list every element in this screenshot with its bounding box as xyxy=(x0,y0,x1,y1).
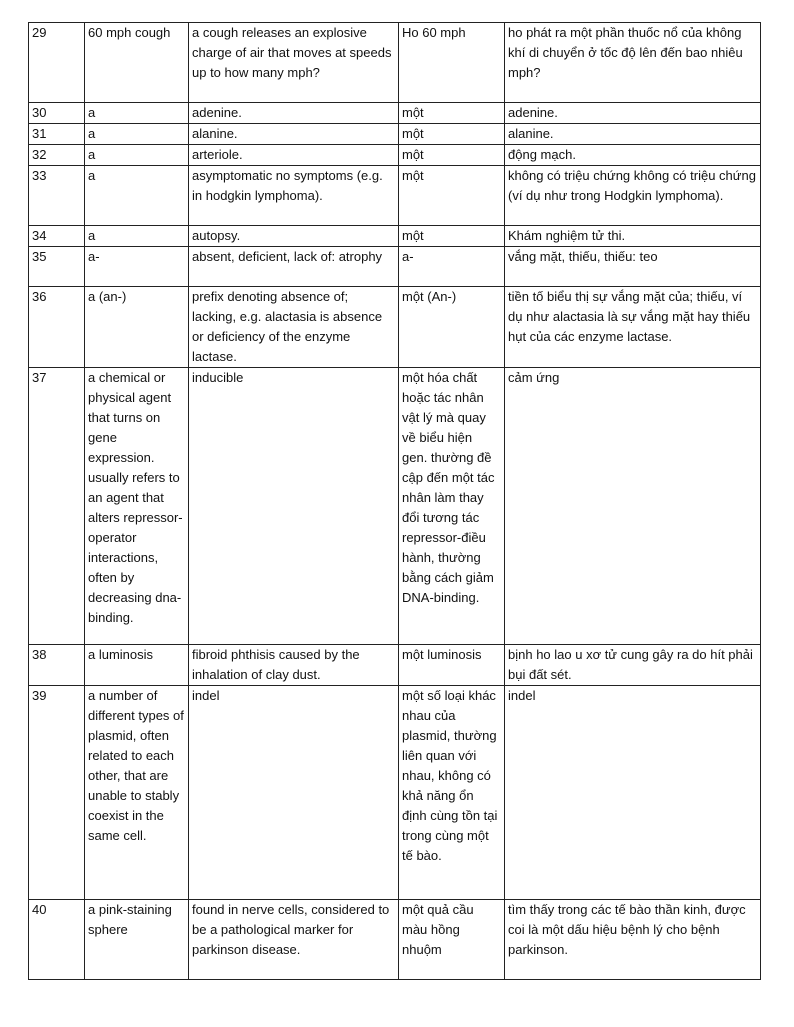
term-cell: 60 mph cough xyxy=(85,23,189,103)
row-number: 37 xyxy=(29,368,85,645)
term-cell xyxy=(85,368,189,645)
term-cell: a number of different types of plasmid, often related to each other, that are unable to stably coexist in the same cell. xyxy=(85,686,189,900)
row-number: 36 xyxy=(29,287,85,368)
row-number: 31 xyxy=(29,124,85,145)
definition-cell: autopsy. xyxy=(189,226,399,247)
term-vi-cell: một (An-) xyxy=(399,287,505,368)
term-text: a chemical or physical agent that turns on gene expression. usually refers to an agent that alters repressor-operator interactions, often by decreasing dna-binding. xyxy=(88,370,183,625)
definition-vi-cell: adenine. xyxy=(505,103,761,124)
definition-vi-cell: bịnh ho lao u xơ tử cung gây ra do hít phải bụi đất sét. xyxy=(505,645,761,686)
term-vi-cell: một xyxy=(399,124,505,145)
table-row xyxy=(29,124,761,145)
table-row xyxy=(29,368,761,645)
definition-cell: a cough releases an explosive charge of air that moves at speeds up to how many mph? xyxy=(189,23,399,103)
table-row xyxy=(29,645,761,686)
definition-cell: arteriole. xyxy=(189,145,399,166)
term-vi-cell: Ho 60 mph xyxy=(399,23,505,103)
table-row xyxy=(29,166,761,226)
definition-cell: prefix denoting absence of; lacking, e.g. alactasia is absence or deficiency of the enzyme lactase. xyxy=(189,287,399,368)
term-cell: a xyxy=(85,166,189,226)
definition-vi-cell: tiền tố biểu thị sự vắng mặt của; thiếu, ví dụ như alactasia là sự vắng mặt hay thiếu hụt của các enzyme lactase. xyxy=(505,287,761,368)
term-cell: a (an-) xyxy=(85,287,189,368)
definition-cell: alanine. xyxy=(189,124,399,145)
definition-vi-cell: alanine. xyxy=(505,124,761,145)
row-number: 40 xyxy=(29,900,85,980)
term-cell: a pink-staining sphere xyxy=(85,900,189,980)
definition-vi-cell: Khám nghiệm tử thi. xyxy=(505,226,761,247)
definition-vi-cell: động mạch. xyxy=(505,145,761,166)
definition-cell: found in nerve cells, considered to be a pathological marker for parkinson disease. xyxy=(189,900,399,980)
term-vi-cell: một quả cầu màu hồng nhuộm xyxy=(399,900,505,980)
table-row xyxy=(29,145,761,166)
term-cell: a xyxy=(85,226,189,247)
table-row xyxy=(29,686,761,900)
term-cell: a xyxy=(85,145,189,166)
term-vi-cell: một xyxy=(399,103,505,124)
term-vi-cell: a- xyxy=(399,247,505,287)
row-number: 30 xyxy=(29,103,85,124)
table-row xyxy=(29,23,761,103)
term-vi-cell: một luminosis xyxy=(399,645,505,686)
term-vi-cell: một xyxy=(399,226,505,247)
definition-cell: absent, deficient, lack of: atrophy xyxy=(189,247,399,287)
definition-vi-cell: vắng mặt, thiếu, thiếu: teo xyxy=(505,247,761,287)
term-vi-cell: một xyxy=(399,166,505,226)
row-number: 29 xyxy=(29,23,85,103)
row-number: 38 xyxy=(29,645,85,686)
row-number: 35 xyxy=(29,247,85,287)
glossary-table xyxy=(28,22,761,980)
term-cell: a- xyxy=(85,247,189,287)
table-row xyxy=(29,900,761,980)
table-row xyxy=(29,103,761,124)
table-row xyxy=(29,287,761,368)
term-cell: a xyxy=(85,124,189,145)
definition-cell: inducible xyxy=(189,368,399,645)
row-number: 34 xyxy=(29,226,85,247)
definition-cell: indel xyxy=(189,686,399,900)
table-row xyxy=(29,247,761,287)
definition-cell: adenine. xyxy=(189,103,399,124)
table-row xyxy=(29,226,761,247)
definition-vi-cell: tìm thấy trong các tế bào thần kinh, được coi là một dấu hiệu bệnh lý cho bệnh parkinson. xyxy=(505,900,761,980)
term-vi-cell: một xyxy=(399,145,505,166)
definition-vi-cell: không có triệu chứng không có triệu chứng (ví dụ như trong Hodgkin lymphoma). xyxy=(505,166,761,226)
definition-cell: fibroid phthisis caused by the inhalation of clay dust. xyxy=(189,645,399,686)
term-vi-cell: một hóa chất hoặc tác nhân vật lý mà quay về biểu hiện gen. thường đề cập đến một tác nhân làm thay đổi tương tác repressor-điều hành, thường bằng cách giảm DNA-binding. xyxy=(399,368,505,645)
definition-cell: asymptomatic no symptoms (e.g. in hodgkin lymphoma). xyxy=(189,166,399,226)
term-vi-cell: một số loại khác nhau của plasmid, thường liên quan với nhau, không có khả năng ổn định cùng tồn tại trong cùng một tế bào. xyxy=(399,686,505,900)
definition-vi-cell: cảm ứng xyxy=(505,368,761,645)
term-cell: a luminosis xyxy=(85,645,189,686)
term-cell: a xyxy=(85,103,189,124)
row-number: 39 xyxy=(29,686,85,900)
definition-vi-cell: ho phát ra một phần thuốc nổ của không khí di chuyển ở tốc độ lên đến bao nhiêu mph? xyxy=(505,23,761,103)
row-number: 32 xyxy=(29,145,85,166)
definition-vi-cell: indel xyxy=(505,686,761,900)
row-number: 33 xyxy=(29,166,85,226)
